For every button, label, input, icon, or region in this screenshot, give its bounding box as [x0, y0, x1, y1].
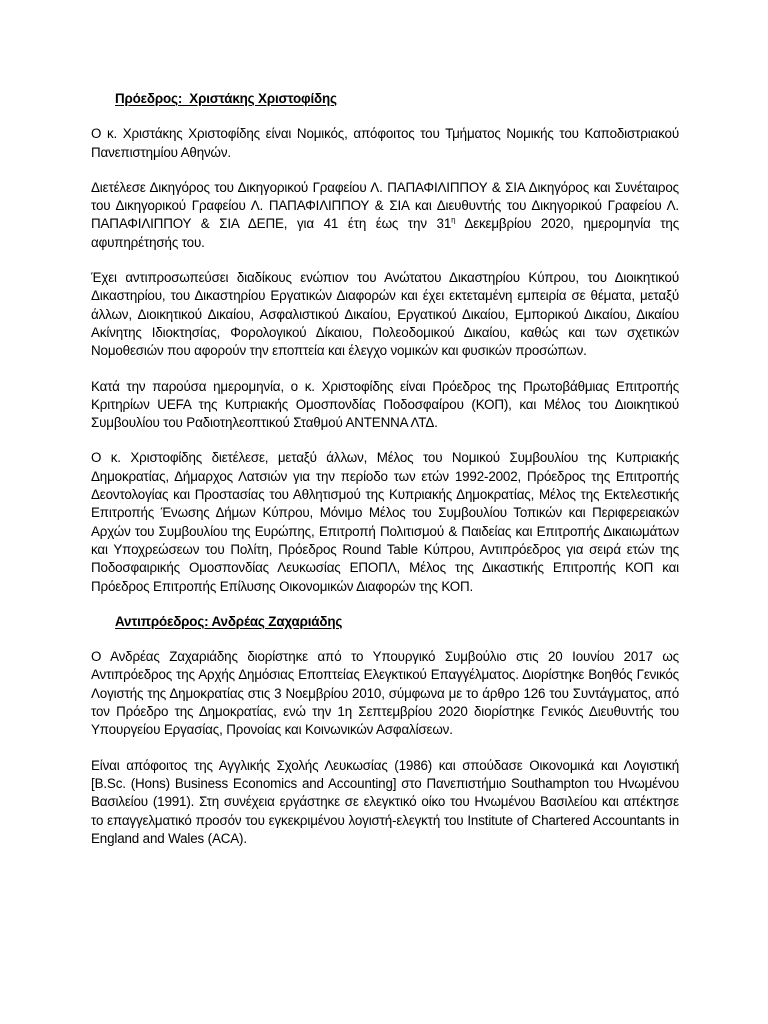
president-career-text: Διετέλεσε Δικηγόρος του Δικηγορικού Γραφείου Λ. ΠΑΠΑΦΙΛΙΠΠΟΥ & ΣΙΑ Δικηγόρος και Συνέταιρος του Δικηγορικού Γραφείου Λ. ΠΑΠΑΦΙΛΙΠΠΟΥ & ΣΙΑ και Διευθυντής του Δικηγορικού Γραφείου Λ. ΠΑΠΑΦΙΛΙΠΠΟΥ & ΣΙΑ ΔΕΠΕ, για 41 έτη έως την 31 — [91, 179, 679, 232]
president-heading: Πρόεδρος: Χριστάκης Χριστοφίδης — [115, 91, 337, 106]
document-page — [91, 90, 679, 865]
president-paragraph-experience: Έχει αντιπροσωπεύσει διαδίκους ενώπιον του Ανώτατου Δικαστηρίου Κύπρου, του Διοικητικού Δικαστηρίου, του Δικαστηρίου Εργατικών Διαφορών και έχει εκτεταμένη εμπειρία σε θέματα, μεταξύ άλλων, Διοικητικού Δικαίου, Ασφαλιστικού Δικαίου, Εργατικού Δικαίου, Εμπορικού Δικαίου, Δικαίου Ακίνητης Ιδιοκτησίας, Φορολογικού Δίκαιου, Πολεοδομικού Δικαίου, καθώς και των σχετικών Νομοθεσιών που αφορούν την εποπτεία και έλεγχο νομικών και φυσικών προσώπων. — [91, 270, 679, 359]
vice-president-paragraph-appointment: Ο Ανδρέας Ζαχαριάδης διορίστηκε από το Υπουργικό Συμβούλιο στις 20 Ιουνίου 2017 ως Αντιπρόεδρος της Αρχής Δημόσιας Εποπτείας Ελεγκτικού Επαγγέλματος. Διορίστηκε Βοηθός Γενικός Λογιστής της Δημοκρατίας στις 3 Νοεμβρίου 2010, σύμφωνα με το άρθρο 126 του Συντάγματος, από τον Πρόεδρο της Δημοκρατίας, ενώ την 1η Σεπτεμβρίου 2020 διορίστηκε Γενικός Διευθυντής του Υπουργείου Εργασίας, Προνοίας και Κοινωνικών Ασφαλίσεων. — [91, 649, 679, 738]
president-paragraph-career — [91, 179, 679, 252]
president-paragraph-past-roles: Ο κ. Χριστοφίδης διετέλεσε, μεταξύ άλλων, Μέλος του Νομικού Συμβουλίου της Κυπριακής Δημοκρατίας, Δήμαρχος Λατσιών για την περίοδο των ετών 1992-2002, Πρόεδρος της Επιτροπής Δεοντολογίας και Προστασίας του Αθλητισμού της Κυπριακής Δημοκρατίας, Μέλος της Εκτελεστικής Επιτροπής Ένωσης Δήμων Κύπρου, Μόνιμο Μέλος του Συμβουλίου Τοπικών και Περιφερειακών Αρχών του Συμβουλίου της Ευρώπης, Επιτροπή Πολιτισμού & Παιδείας και Επιτροπής Δικαιωμάτων και Υποχρεώσεων του Πολίτη, Πρόεδρος Round Table Κύπρου, Αντιπρόεδρος για σειρά ετών της Ποδοσφαιρικής Ομοσπονδίας Λευκωσίας ΕΠΟΠΛ, Μέλος της Δικαστικής Επιτροπής ΚΟΠ και Πρόεδρος Επιτροπής Επίλυσης Οικονομικών Διαφορών της ΚΟΠ. — [91, 450, 679, 594]
president-career-text-end: Δεκεμβρίου 2020, ημερομηνία της αφυπηρέτησής του. — [91, 216, 680, 250]
vice-president-heading: Αντιπρόεδρος: Ανδρέας Ζαχαριάδης — [115, 613, 343, 629]
vice-president-paragraph-education: Είναι απόφοιτος της Αγγλικής Σχολής Λευκωσίας (1986) και σπούδασε Οικονομικά και Λογιστική [B.Sc. (Hons) Business Economics and Accounting] στο Πανεπιστήμιο Southampton του Ηνωμένου Βασιλείου (1991). Στη συνέχεια εργάστηκε σε ελεγκτικό οίκο του Ηνωμένου Βασιλείου και απέκτησε το επαγγελματικό προσόν του εγκεκριμένου λογιστή-ελεγκτή του Institute of Chartered Accountants in England and Wales (ACA). — [91, 757, 679, 846]
ordinal-superscript: η — [451, 216, 456, 226]
president-paragraph-education: Ο κ. Χριστάκης Χριστοφίδης είναι Νομικός, απόφοιτος του Τμήματος Νομικής του Καποδιστριακού Πανεπιστημίου Αθηνών. — [91, 126, 679, 160]
president-paragraph-current-roles: Κατά την παρούσα ημερομηνία, ο κ. Χριστοφίδης είναι Πρόεδρος της Πρωτοβάθμιας Επιτροπής Κριτηρίων UEFA της Κυπριακής Ομοσπονδίας Ποδοσφαίρου (ΚΟΠ), και Μέλος του Διοικητικού Συμβουλίου του Ραδιοτηλεοπτικού Σταθμού ΑΝΤΕΝΝΑ ΛΤΔ. — [91, 378, 679, 431]
